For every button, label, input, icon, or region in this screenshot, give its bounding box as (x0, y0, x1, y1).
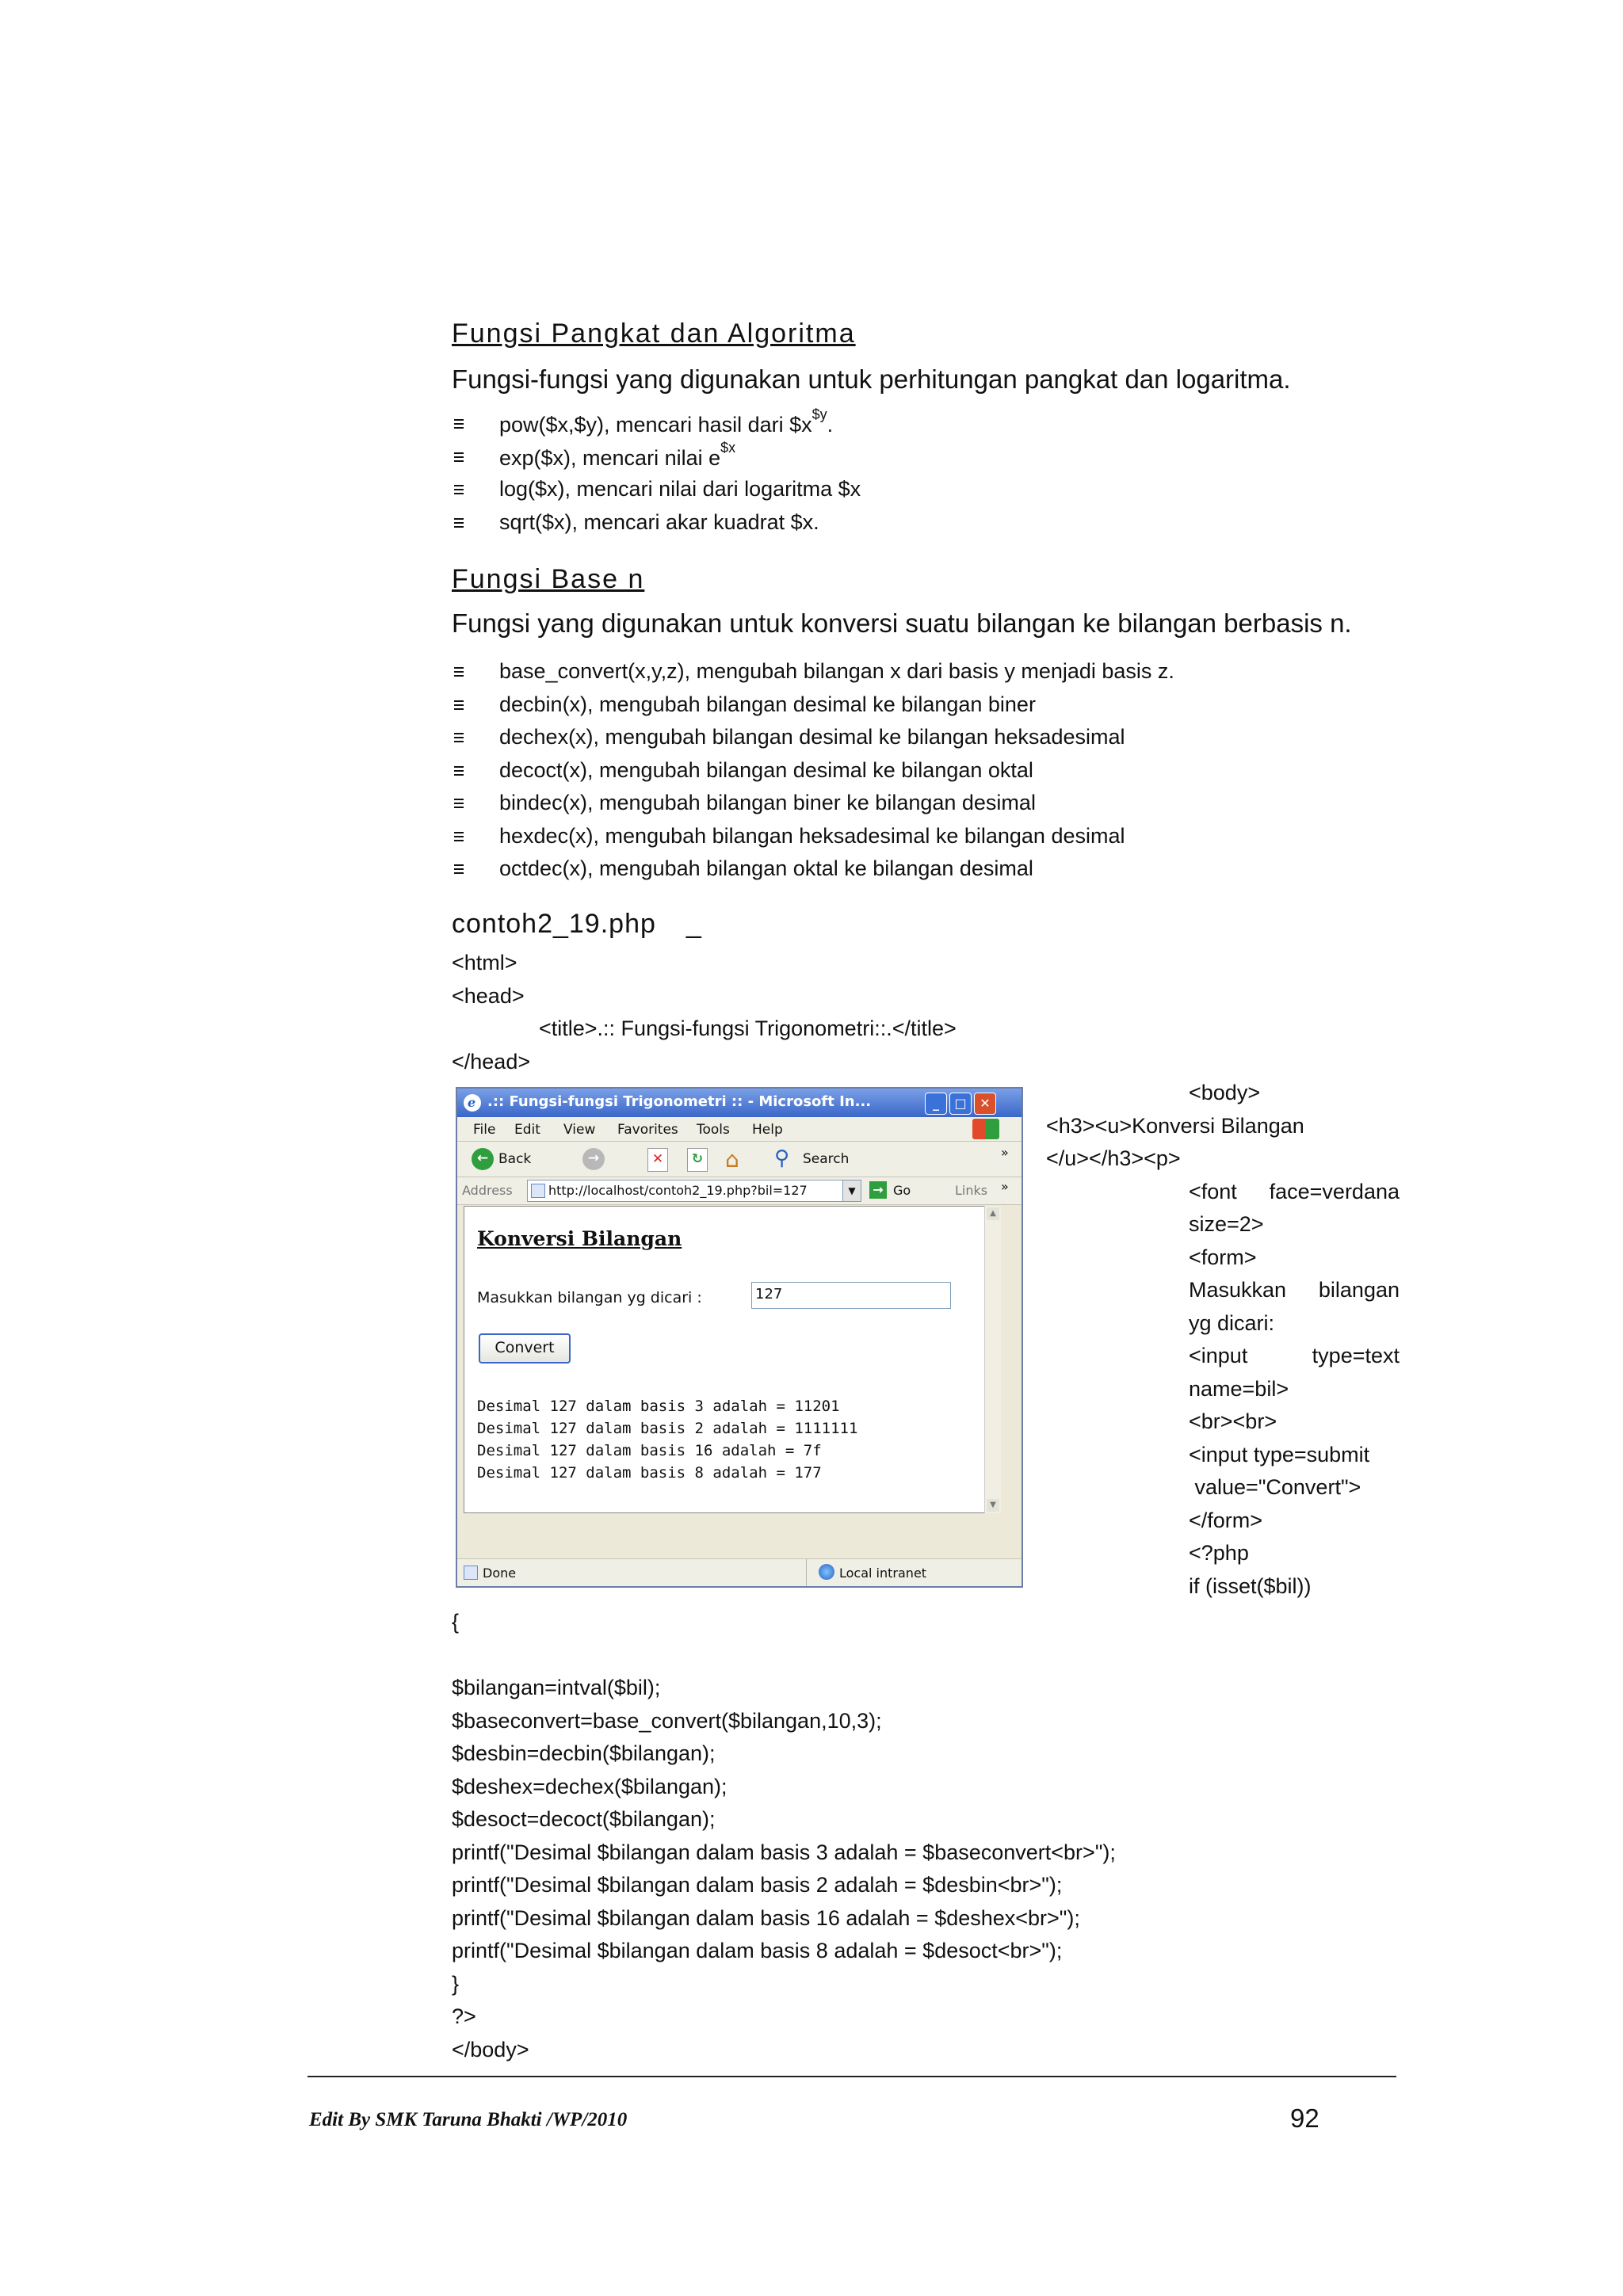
code-line: <form> (1189, 1245, 1257, 1269)
bullet-icon (453, 517, 464, 530)
code-word: type=text (1312, 1344, 1400, 1367)
prompt-label: Masukkan bilangan yg dicari : (477, 1289, 702, 1306)
code-line: $deshex=dechex($bilangan); (452, 1774, 727, 1798)
page-heading: Konversi Bilangan (477, 1227, 682, 1250)
bullet-icon (453, 864, 464, 876)
scrollbar[interactable] (984, 1206, 1001, 1513)
code-line (1046, 1340, 1400, 1373)
footer-divider (307, 2076, 1396, 2077)
list-item (453, 439, 861, 478)
menu-view[interactable]: View (563, 1122, 596, 1138)
code-line: </body> (452, 2037, 529, 2061)
divider (806, 1559, 807, 1586)
item-text: dechex(x), mengubah bilangan desimal ke bilangan heksadesimal (499, 725, 1125, 749)
code-line: </form> (1189, 1508, 1263, 1532)
list-item (453, 510, 861, 543)
code-word: face=verdana (1269, 1179, 1400, 1203)
code-line: $desbin=decbin($bilangan); (452, 1741, 716, 1765)
superscript: $x (720, 439, 736, 456)
bullet-icon (453, 418, 464, 431)
chevron-icon[interactable]: » (1001, 1179, 1009, 1194)
bullet-icon (453, 831, 464, 844)
list-item (453, 406, 861, 444)
search-button[interactable]: Search (803, 1151, 850, 1167)
input-value: 127 (755, 1286, 783, 1302)
code-word: <input (1189, 1344, 1248, 1367)
address-bar (457, 1177, 1022, 1205)
windows-flag-icon (972, 1119, 999, 1139)
result-line: Desimal 127 dalam basis 2 adalah = 1111111 (477, 1420, 858, 1437)
example-filename (452, 909, 702, 940)
menu-bar (457, 1117, 1022, 1142)
code-word: bilangan (1318, 1278, 1400, 1302)
chevron-up-icon[interactable]: ▲ (987, 1207, 999, 1220)
code-block-bottom (452, 1606, 1116, 2066)
code-word: <font (1189, 1179, 1237, 1203)
code-line: <title>.:: Fungsi-fungsi Trigonometri::.</title> (539, 1016, 957, 1040)
code-line: </u></h3><p> (1046, 1146, 1181, 1170)
status-bar (457, 1558, 1022, 1586)
code-line: $baseconvert=base_convert($bilangan,10,3); (452, 1708, 882, 1733)
section-heading: Fungsi Base n (452, 564, 645, 594)
list-item (453, 758, 1174, 791)
code-block-side (1046, 1077, 1400, 1603)
code-line: printf("Desimal $bilangan dalam basis 8 adalah = $desoct<br>"); (452, 1939, 1063, 1962)
browser-window (456, 1087, 1023, 1588)
code-line: <input type=submit (1189, 1442, 1370, 1466)
code-line: if (isset($bil)) (1189, 1573, 1312, 1598)
code-line: <head> (452, 983, 525, 1008)
code-line: size=2> (1189, 1212, 1264, 1236)
code-line: printf("Desimal $bilangan dalam basis 3 adalah = $baseconvert<br>"); (452, 1840, 1116, 1864)
toolbar (457, 1142, 1022, 1177)
page-number: 92 (1290, 2103, 1319, 2133)
footer-credit: Edit By SMK Taruna Bhakti /WP/2010 (309, 2109, 628, 2130)
filename-suffix: _ (685, 909, 702, 939)
refresh-icon[interactable]: ↻ (687, 1148, 708, 1172)
status-text: Done (483, 1566, 517, 1581)
chevron-icon[interactable]: » (1001, 1145, 1009, 1160)
item-text: log($x), mencari nilai dari logaritma $x (499, 477, 861, 501)
section-lead: Fungsi yang digunakan untuk konversi suatu bilangan ke bilangan berbasis n. (452, 608, 1352, 638)
bullet-icon (453, 484, 464, 497)
item-text: octdec(x), mengubah bilangan oktal ke bilangan desimal (499, 856, 1033, 880)
menu-help[interactable]: Help (752, 1122, 783, 1138)
menu-favorites[interactable]: Favorites (617, 1122, 678, 1138)
go-arrow-icon[interactable]: → (869, 1181, 887, 1199)
item-text: decoct(x), mengubah bilangan desimal ke bilangan oktal (499, 757, 1033, 782)
pow-list (453, 406, 861, 543)
filename-text: contoh2_19.php (452, 909, 656, 939)
number-input[interactable] (751, 1282, 951, 1309)
chevron-down-icon[interactable]: ▼ (842, 1180, 861, 1201)
superscript: $y (812, 406, 827, 422)
globe-icon (819, 1564, 834, 1580)
code-line (452, 1639, 1116, 1672)
item-text: sqrt($x), mencari akar kuadrat $x. (499, 509, 819, 534)
item-text: exp($x), mencari nilai e (499, 445, 721, 470)
bullet-icon (453, 765, 464, 778)
back-arrow-icon[interactable]: ← (472, 1148, 494, 1170)
zone-text: Local intranet (839, 1566, 927, 1581)
code-line: <h3><u>Konversi Bilangan (1046, 1113, 1304, 1138)
chevron-down-icon[interactable]: ▼ (987, 1499, 999, 1512)
section-heading: Fungsi Pangkat dan Algoritma (452, 318, 856, 349)
code-line: <br><br> (1189, 1409, 1277, 1433)
search-icon[interactable]: ⚲ (774, 1146, 790, 1170)
code-line: printf("Desimal $bilangan dalam basis 2 adalah = $desbin<br>"); (452, 1873, 1063, 1897)
list-item (453, 477, 861, 510)
menu-file[interactable]: File (473, 1122, 496, 1138)
bullet-icon (453, 732, 464, 745)
code-line: <?php (1189, 1541, 1249, 1565)
base-list (453, 659, 1174, 890)
window-title: .:: Fungsi-fungsi Trigonometri :: - Microsoft In... (487, 1093, 872, 1110)
bullet-icon (453, 700, 464, 712)
code-line (1046, 1274, 1400, 1307)
code-word: Masukkan (1189, 1278, 1287, 1302)
maximize-icon[interactable]: □ (949, 1093, 972, 1115)
forward-arrow-icon[interactable]: → (582, 1148, 605, 1170)
item-text: bindec(x), mengubah bilangan biner ke bilangan desimal (499, 791, 1036, 814)
address-input[interactable] (527, 1180, 861, 1202)
section-lead: Fungsi-fungsi yang digunakan untuk perhitungan pangkat dan logaritma. (452, 364, 1291, 394)
code-line: $bilangan=intval($bil); (452, 1676, 661, 1699)
menu-tools[interactable]: Tools (697, 1122, 730, 1138)
bullet-icon (453, 452, 464, 464)
code-line: ?> (452, 2004, 476, 2028)
bullet-icon (453, 798, 464, 810)
result-line: Desimal 127 dalam basis 3 adalah = 11201 (477, 1398, 840, 1415)
title-bar (457, 1089, 1022, 1117)
code-line: </head> (452, 1049, 531, 1074)
result-line: Desimal 127 dalam basis 8 adalah = 177 (477, 1464, 822, 1482)
item-text: pow($x,$y), mencari hasil dari $x (499, 413, 812, 437)
page-icon (464, 1566, 478, 1580)
code-block-top (452, 947, 957, 1078)
code-line: { (452, 1610, 460, 1634)
address-label: Address (462, 1183, 513, 1198)
list-item (453, 659, 1174, 692)
results (477, 1395, 857, 1484)
stop-icon[interactable]: ✕ (647, 1148, 668, 1172)
code-line: $desoct=decoct($bilangan); (452, 1807, 716, 1831)
item-text: base_convert(x,y,z), mengubah bilangan x dari basis y menjadi basis z. (499, 659, 1174, 683)
code-line: } (452, 1971, 460, 1996)
code-line: value="Convert"> (1189, 1475, 1361, 1499)
menu-edit[interactable]: Edit (514, 1122, 540, 1138)
code-line (1046, 1176, 1400, 1209)
home-icon[interactable]: ⌂ (725, 1146, 739, 1173)
address-url: http://localhost/contoh2_19.php?bil=127 (548, 1183, 808, 1198)
list-item (453, 856, 1174, 890)
go-button[interactable]: Go (893, 1183, 911, 1198)
convert-button[interactable]: Convert (479, 1333, 571, 1363)
links-label[interactable]: Links (955, 1183, 988, 1198)
code-line: <body> (1189, 1081, 1261, 1104)
code-line: name=bil> (1189, 1376, 1289, 1401)
list-item (453, 791, 1174, 824)
list-item (453, 725, 1174, 758)
list-item (453, 824, 1174, 857)
item-text: decbin(x), mengubah bilangan desimal ke bilangan biner (499, 692, 1036, 716)
code-line: yg dicari: (1189, 1310, 1275, 1335)
result-line: Desimal 127 dalam basis 16 adalah = 7f (477, 1442, 822, 1459)
code-line: printf("Desimal $bilangan dalam basis 16 adalah = $deshex<br>"); (452, 1905, 1080, 1930)
minimize-icon[interactable]: _ (925, 1093, 947, 1115)
page-viewport (464, 1206, 1001, 1513)
item-text: hexdec(x), mengubah bilangan heksadesimal ke bilangan desimal (499, 823, 1125, 848)
bullet-icon (453, 666, 464, 679)
ie-icon: e (464, 1094, 481, 1112)
item-text-end: . (827, 413, 834, 437)
back-button[interactable]: Back (498, 1151, 532, 1167)
page-icon (531, 1184, 545, 1198)
close-icon[interactable]: ✕ (974, 1093, 996, 1115)
list-item (453, 692, 1174, 726)
code-line: <html> (452, 951, 517, 974)
